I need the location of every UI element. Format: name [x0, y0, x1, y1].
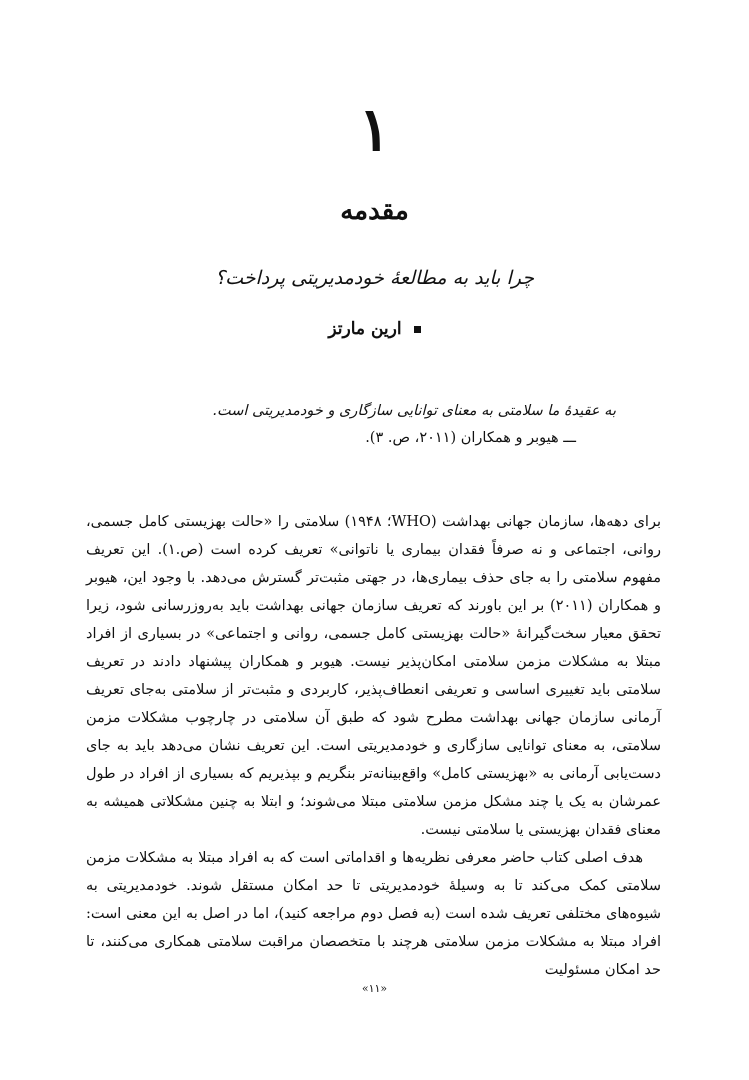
chapter-title: مقدمه — [340, 196, 409, 226]
square-bullet-icon — [414, 326, 421, 333]
author-name: ارین مارتز — [328, 319, 402, 339]
paragraph: برای دهه‌ها، سازمان جهانی بهداشت (WHO؛ ۱۹۴۸) سلامتی را «حالت بهزیستی کامل جسمی، روانی، اجتماعی و نه صرفاً فقدان بیماری یا ناتوانی» تعریف کرده است (ص.۱). این تعریف مفهوم سلامتی را به جای حذف بیماری‌ها، در جهتی مثبت‌تر گسترش می‌دهد. با وجود این، هیوبر و همکاران (۲۰۱۱) بر این باورند که تعریف سازمان جهانی بهداشت باید به‌روزرسانی شود، زیرا تحقق معیار سخت‌گیرانهٔ «حالت بهزیستی کامل جسمی، روانی و اجتماعی» در بسیاری از افراد مبتلا به مشکلات مزمن سلامتی امکان‌پذیر نیست. هیوبر و همکاران پیشنهاد دادند در تعریف سلامتی باید تغییری اساسی و تعریفی انعطاف‌پذیر، کاربردی و مثبت‌تر از سلامتی به‌جای تعریف آرمانی سازمان جهانی بهداشت مطرح شود که طبق آن سلامتی در چارچوب مشکلات مزمن سلامتی، به معنای توانایی سازگاری و خودمدیریتی است. این تعریف نشان می‌دهد باید به جای دست‌یابی آرمانی به «بهزیستی کامل» واقع‌بینانه‌تر بنگریم و بپذیریم که بسیاری از افراد در طول عمرشان به یک یا چند مشکل مزمن سلامتی مبتلا می‌شوند؛ و ابتلا به چنین مشکلاتی همیشه به معنای فقدان بهزیستی یا سلامتی نیست. — [86, 514, 662, 838]
chapter-subtitle: چرا باید به مطالعهٔ خودمدیریتی پرداخت؟ — [214, 267, 534, 289]
paragraph: هدف اصلی کتاب حاضر معرفی نظریه‌ها و اقداماتی است که به افراد مبتلا به مشکلات مزمن سلامتی کمک می‌کند تا به وسیلهٔ خودمدیریتی تا حد امکان مستقل شوند. خودمدیریتی به شیوه‌های مختلفی تعریف شده است (به فصل دوم مراجعه کنید)، اما در اصل به این معنی است: افراد مبتلا به مشکلات مزمن سلامتی هرچند با متخصصان مراقبت سلامتی همکاری می‌کنند، تا حد امکان مسئولیت — [86, 850, 661, 978]
chapter-number: ۱ — [358, 95, 391, 165]
chapter-author — [0, 318, 749, 340]
epigraph — [136, 398, 616, 452]
body-text — [86, 508, 661, 984]
page-number: «۱۱» — [361, 982, 388, 995]
epigraph-source: ـــ هیوبر و همکاران (۲۰۱۱، ص. ۳). — [365, 430, 576, 446]
epigraph-quote: به عقیدهٔ ما سلامتی به معنای توانایی سازگاری و خودمدیریتی است. — [212, 403, 616, 419]
